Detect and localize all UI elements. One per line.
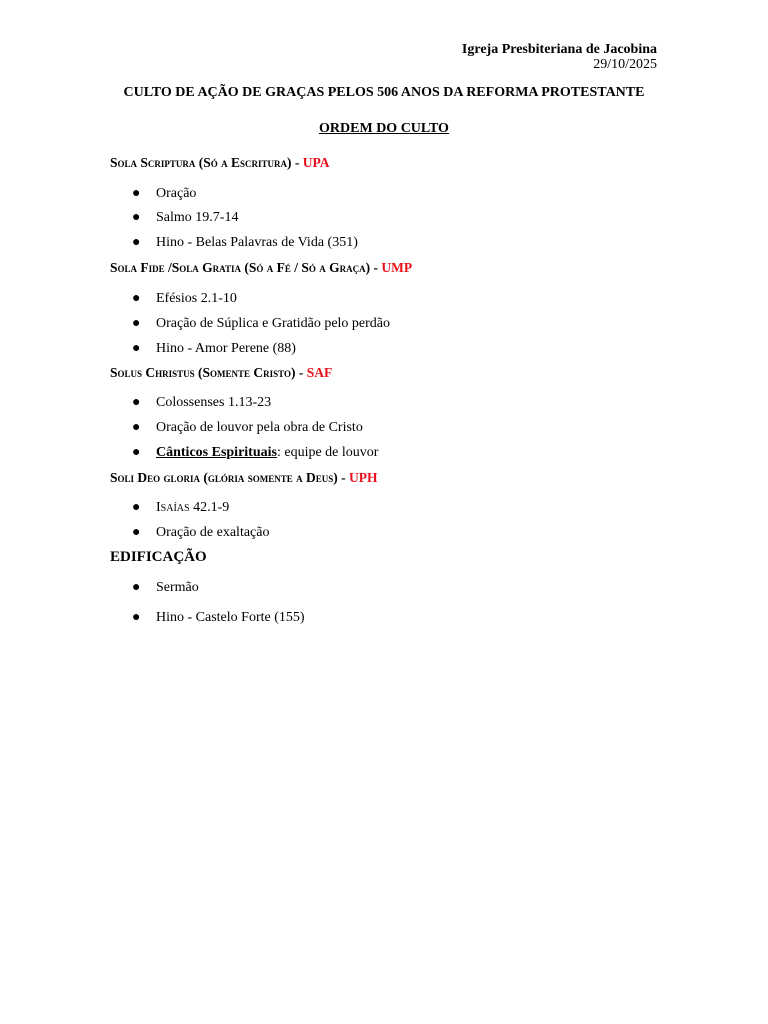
list-item-text: : equipe de louvor: [276, 445, 379, 460]
bullet-icon: ●: [132, 235, 141, 250]
list-item: [132, 445, 378, 461]
list-item-text: Hino - Amor Perene (88): [156, 341, 296, 356]
bullet-icon: ●: [132, 291, 141, 306]
section-title: Sola Scriptura (Só a Escritura) -: [110, 155, 303, 170]
list-item: [132, 395, 271, 411]
list-item: [132, 341, 296, 357]
list-item: [132, 580, 199, 596]
list-item: [132, 316, 390, 332]
bullet-icon: ●: [132, 610, 141, 625]
section-title: Sola Fide /Sola Gratia (Só a Fé / Só a Graça) -: [110, 260, 382, 275]
section-heading-sola-fide-gratia: [110, 260, 412, 276]
scripture-ref: 42.1-9: [189, 500, 230, 515]
list-item-text: Colossenses 1.13-23: [156, 395, 272, 410]
list-item-text: Oração de exaltação: [156, 525, 270, 540]
canticos-label: Cânticos Espirituais: [156, 445, 277, 460]
list-item: [132, 610, 305, 626]
section-heading-sola-scriptura: [110, 155, 330, 171]
bullet-icon: ●: [132, 500, 141, 515]
service-title: CULTO DE AÇÃO DE GRAÇAS PELOS 506 ANOS DA REFORMA PROTESTANTE: [123, 85, 645, 100]
document-header: [462, 42, 657, 72]
list-item-text: Salmo 19.7-14: [156, 210, 239, 225]
bullet-icon: ●: [132, 580, 141, 595]
section-heading-edificacao: EDIFICAÇÃO: [110, 549, 207, 565]
church-name: Igreja Presbiteriana de Jacobina: [461, 42, 657, 57]
list-item: [132, 420, 363, 436]
list-item-text: Sermão: [156, 580, 199, 595]
service-date: 29/10/2025: [593, 57, 657, 72]
list-item: [132, 186, 196, 202]
list-item-text: Oração de Súplica e Gratidão pelo perdão: [156, 316, 391, 331]
bullet-icon: ●: [132, 525, 141, 540]
group-label-ump: UMP: [381, 260, 413, 275]
bullet-icon: ●: [132, 420, 141, 435]
section-heading-solus-christus: [110, 365, 332, 381]
list-item: [132, 500, 229, 516]
list-item: [132, 291, 237, 307]
group-label-uph: UPH: [349, 470, 378, 485]
list-item: [132, 525, 269, 541]
bullet-icon: ●: [132, 395, 141, 410]
section-title: Solus Christus (Somente Cristo) -: [110, 365, 307, 380]
section-title: Soli Deo gloria (glória somente a Deus) -: [110, 470, 350, 485]
bullet-icon: ●: [132, 341, 141, 356]
bullet-icon: ●: [132, 316, 141, 331]
bullet-icon: ●: [132, 445, 141, 460]
list-item: [132, 210, 238, 226]
list-item-text: Hino - Castelo Forte (155): [156, 610, 305, 625]
bullet-icon: ●: [132, 210, 141, 225]
scripture-book: Isaías: [156, 500, 190, 515]
list-item-text: Oração: [156, 186, 197, 201]
section-heading-soli-deo-gloria: [110, 470, 378, 486]
group-label-saf: SAF: [306, 365, 333, 380]
group-label-upa: UPA: [302, 155, 330, 170]
order-of-service-heading: ORDEM DO CULTO: [319, 121, 449, 136]
list-item-text: Oração de louvor pela obra de Cristo: [156, 420, 363, 435]
list-item: [132, 235, 358, 251]
list-item-text: Efésios 2.1-10: [156, 291, 237, 306]
list-item-text: Hino - Belas Palavras de Vida (351): [156, 235, 358, 250]
bullet-icon: ●: [132, 186, 141, 201]
